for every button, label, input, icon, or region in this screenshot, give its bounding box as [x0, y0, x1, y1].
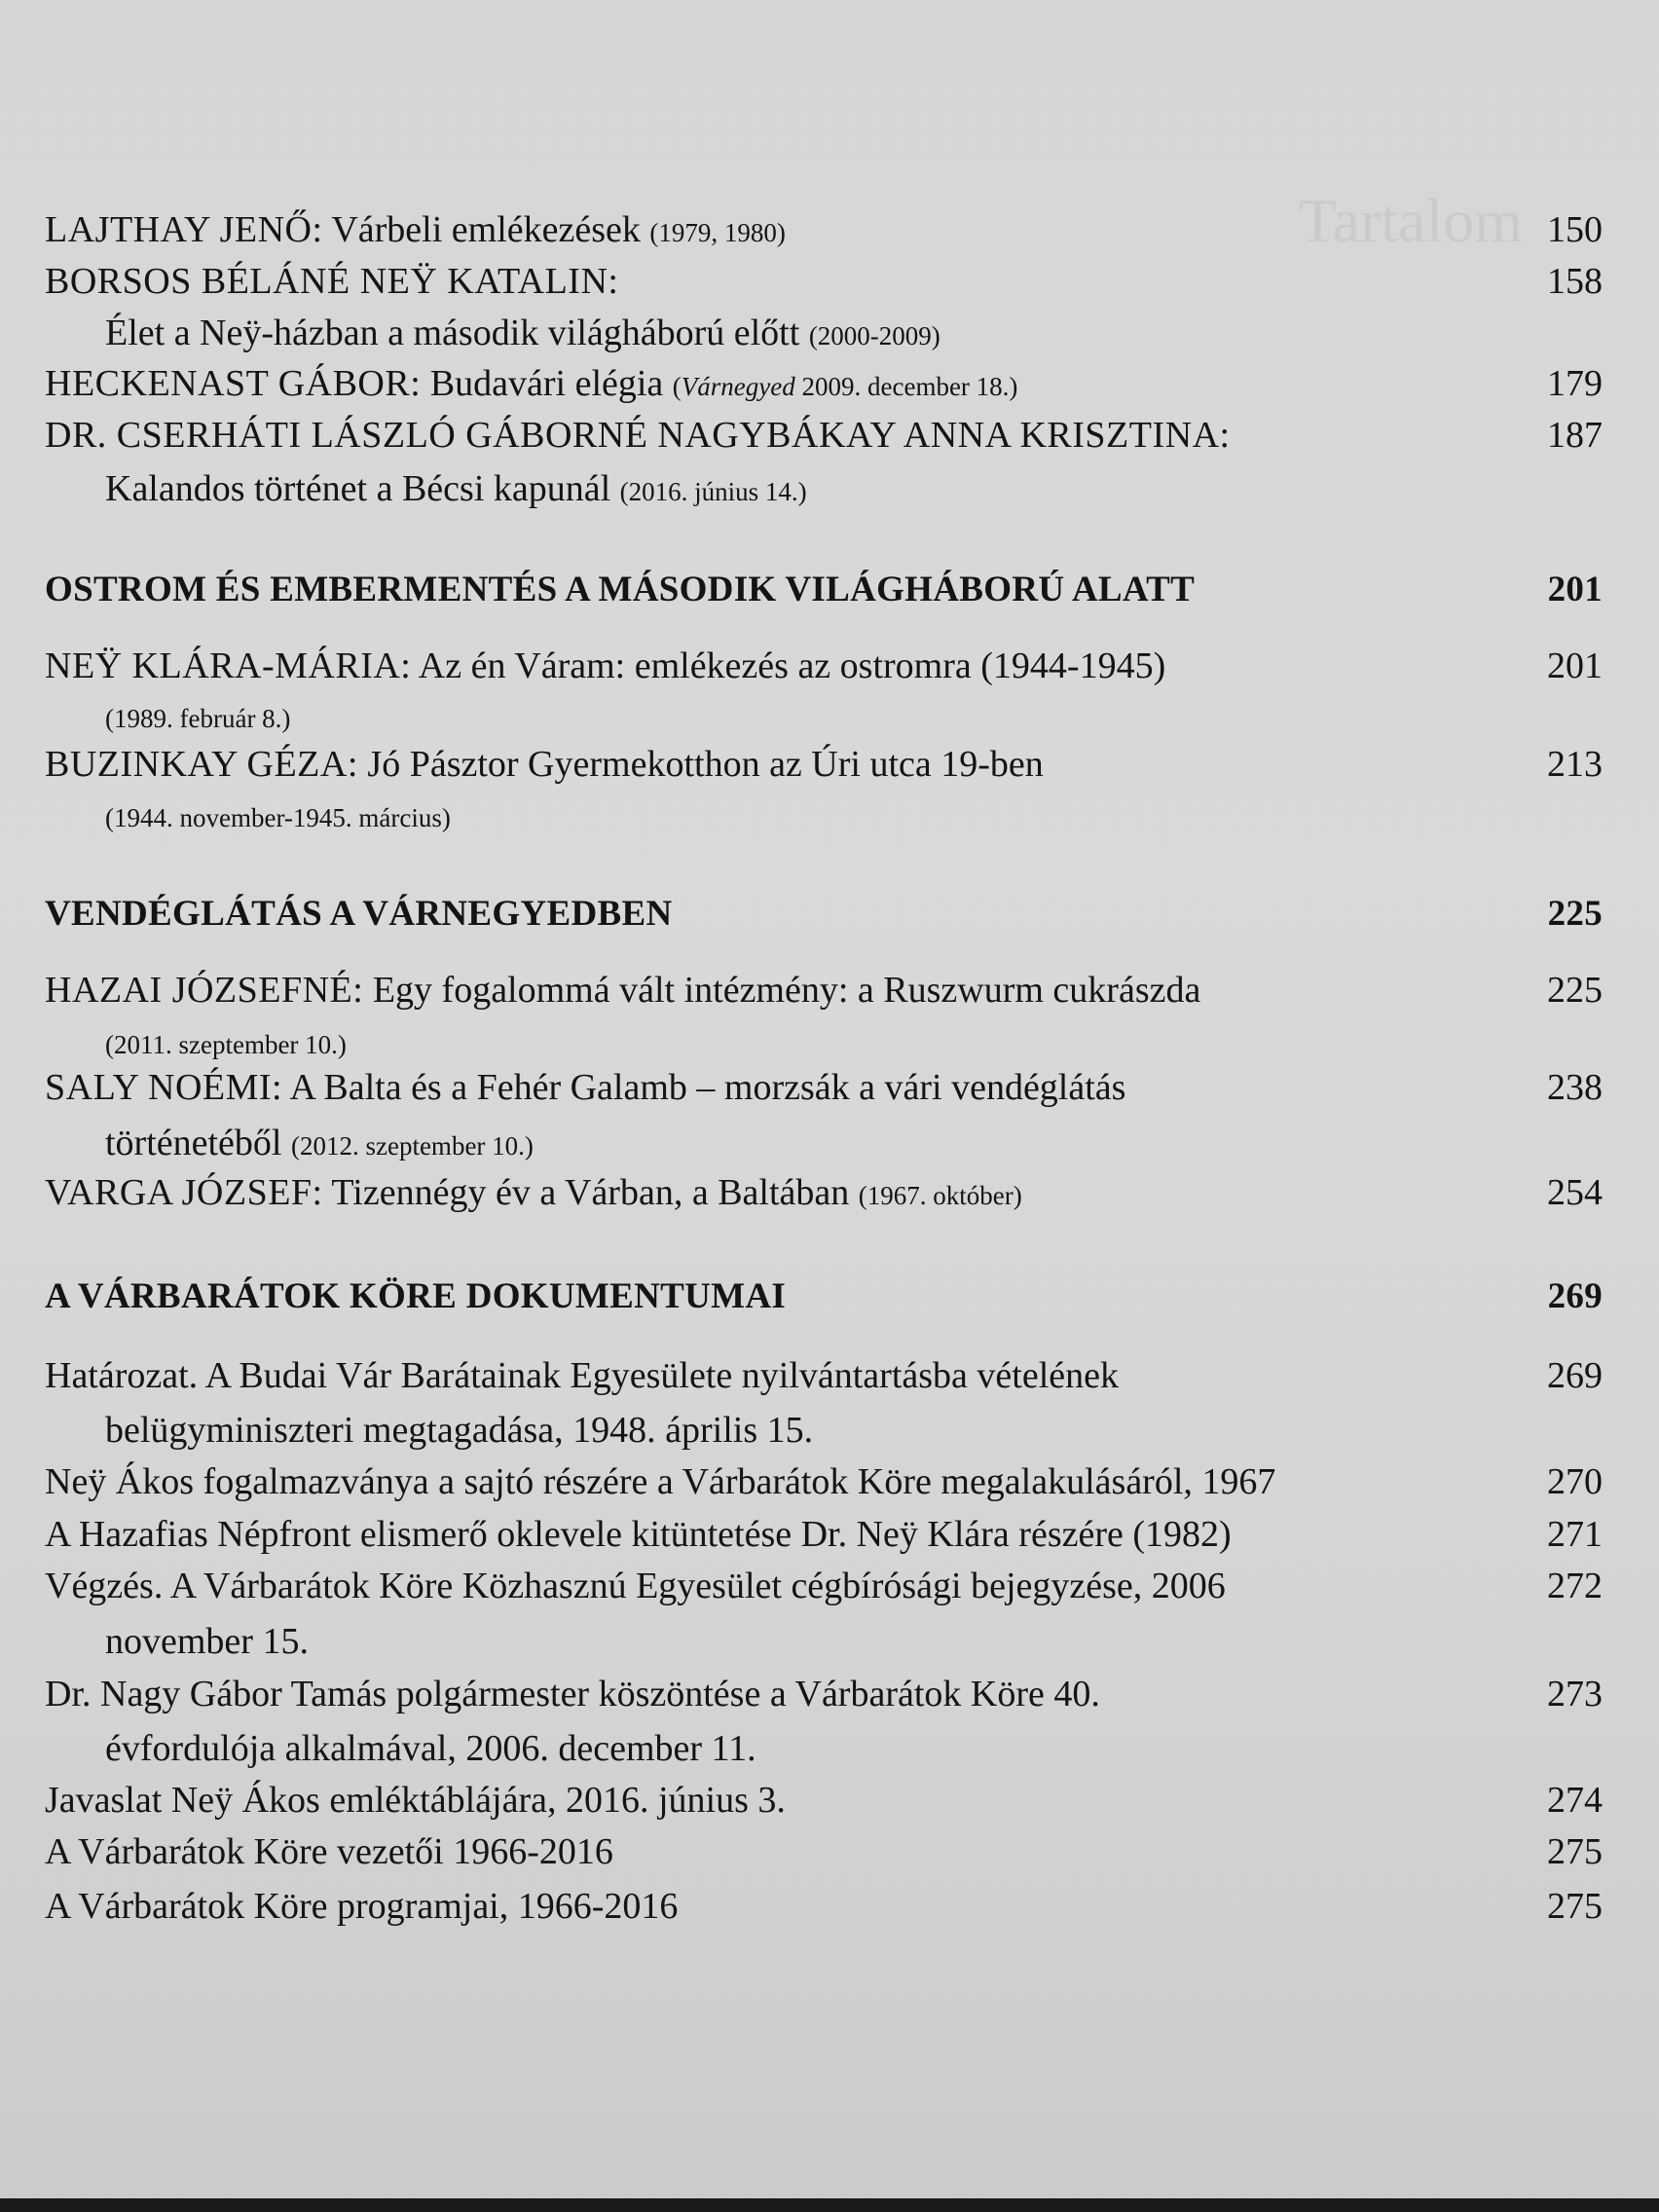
toc-entry — [105, 1020, 1659, 1066]
toc-entry — [105, 1620, 1659, 1663]
toc-entry — [45, 208, 1603, 254]
page-number: 274 — [1547, 1780, 1603, 1821]
entry-title: belügyminiszteri megtagadása, 1948. április 15. — [105, 1410, 814, 1451]
page-number: 158 — [1547, 261, 1603, 302]
section-heading — [45, 569, 1603, 611]
toc-entry — [105, 312, 1659, 357]
entry-author: HECKENAST GÁBOR: — [45, 363, 422, 404]
entry-title: Végzés. A Várbarátok Köre Közhasznú Egyesület cégbírósági bejegyzése, 2006 — [45, 1566, 1226, 1606]
page-number: 275 — [1547, 1886, 1603, 1927]
page-number: 269 — [1547, 1276, 1603, 1316]
entry-note-pre: ( — [672, 372, 682, 401]
entry-title: Tizennégy év a Várban, a Baltában — [322, 1172, 859, 1213]
toc-entry — [45, 1513, 1603, 1556]
entry-title: Dr. Nagy Gábor Tamás polgármester köszöntése a Várbarátok Köre 40. — [45, 1674, 1100, 1714]
entry-title: Javaslat Neÿ Ákos emléktáblájára, 2016. június 3. — [45, 1780, 786, 1821]
entry-title: Kalandos történet a Bécsi kapunál — [105, 468, 620, 509]
section-heading-title: VENDÉGLÁTÁS A VÁRNEGYEDBEN — [45, 894, 673, 934]
entry-title: A Várbarátok Köre programjai, 1966-2016 — [45, 1886, 679, 1927]
toc-entry — [45, 1066, 1603, 1109]
page-number: 270 — [1547, 1461, 1603, 1502]
toc-entry — [105, 1727, 1659, 1770]
toc-entry — [45, 1830, 1603, 1873]
entry-note-post: 2009. december 18.) — [794, 372, 1018, 401]
page-number: 225 — [1547, 970, 1603, 1011]
entry-author: HAZAI JÓZSEFNÉ: — [45, 970, 364, 1011]
page-number: 187 — [1547, 415, 1603, 456]
entry-author: LAJTHAY JENŐ: — [45, 209, 323, 250]
entry-title: Élet a Neÿ-házban a második világháború előtt — [105, 313, 809, 353]
toc-entry — [45, 1673, 1603, 1715]
page-number: 179 — [1547, 363, 1603, 404]
entry-note: (1979, 1980) — [649, 218, 786, 247]
entry-title: történetéből — [105, 1123, 291, 1163]
entry-note-italic: Várnegyed — [681, 372, 795, 401]
entry-note: (2011. szeptember 10.) — [105, 1030, 347, 1059]
toc-entry — [45, 1171, 1603, 1217]
page-number: 225 — [1547, 894, 1603, 934]
page-title-watermark: Tartalom — [1298, 186, 1523, 255]
toc-entry — [45, 414, 1603, 457]
entry-title: november 15. — [105, 1621, 309, 1662]
toc-entry — [45, 743, 1603, 786]
toc-entry — [45, 969, 1603, 1012]
page-number: 254 — [1547, 1172, 1603, 1213]
entry-author: SALY NOÉMI: — [45, 1067, 283, 1108]
toc-entry — [45, 1354, 1603, 1397]
section-heading — [45, 893, 1603, 936]
toc-entry — [105, 1409, 1659, 1452]
page-number: 269 — [1547, 1355, 1603, 1396]
entry-title: Az én Váram: emlékezés az ostromra (1944-1945) — [411, 645, 1166, 686]
entry-title: Várbeli emlékezések — [322, 209, 650, 250]
toc-entry — [45, 645, 1603, 687]
toc-entry — [105, 793, 1659, 839]
toc-entry — [105, 694, 1659, 740]
section-heading — [45, 1275, 1603, 1318]
entry-note: (1944. november-1945. március) — [105, 803, 451, 832]
page-number: 201 — [1547, 570, 1603, 609]
entry-title: Határozat. A Budai Vár Barátainak Egyesülete nyilvántartásba vételének — [45, 1355, 1119, 1396]
page-number: 272 — [1547, 1566, 1603, 1606]
entry-note: (1989. február 8.) — [105, 704, 291, 733]
page-number: 275 — [1547, 1831, 1603, 1872]
toc-entry — [45, 1885, 1603, 1928]
toc-entry — [45, 260, 1603, 303]
page-number: 271 — [1547, 1514, 1603, 1555]
entry-author: BUZINKAY GÉZA: — [45, 744, 358, 785]
toc-entry — [105, 1122, 1659, 1167]
entry-title: A Várbarátok Köre vezetői 1966-2016 — [45, 1831, 613, 1872]
entry-note: (1967. október) — [858, 1181, 1022, 1210]
entry-title: Neÿ Ákos fogalmazványa a sajtó részére a Várbarátok Köre megalakulásáról, 1967 — [45, 1461, 1276, 1502]
entry-note: (2016. június 14.) — [619, 477, 807, 506]
page-number: 201 — [1547, 645, 1603, 686]
entry-author: NEŸ KLÁRA-MÁRIA: — [45, 645, 412, 686]
page-number: 150 — [1547, 209, 1603, 250]
entry-author: DR. CSERHÁTI LÁSZLÓ GÁBORNÉ NAGYBÁKAY ANNA KRISZTINA: — [45, 415, 1231, 456]
entry-note: (2000-2009) — [808, 321, 940, 350]
toc-entry — [45, 1565, 1603, 1607]
toc-entry — [105, 467, 1659, 513]
entry-title: A Balta és a Fehér Galamb – morzsák a vári vendéglátás — [282, 1067, 1126, 1108]
page-number: 238 — [1547, 1067, 1603, 1108]
entry-title: évfordulója alkalmával, 2006. december 11. — [105, 1728, 756, 1769]
section-heading-title: A VÁRBARÁTOK KÖRE DOKUMENTUMAI — [45, 1276, 787, 1316]
page-edge-shadow — [0, 2198, 1659, 2212]
page-number: 273 — [1547, 1674, 1603, 1714]
entry-note — [673, 372, 1018, 401]
entry-title: Jó Pásztor Gyermekotthon az Úri utca 19-ben — [357, 744, 1044, 785]
toc-entry — [45, 1779, 1603, 1822]
entry-title: A Hazafias Népfront elismerő oklevele kitüntetése Dr. Neÿ Klára részére (1982) — [45, 1514, 1232, 1555]
entry-author: BORSOS BÉLÁNÉ NEŸ KATALIN: — [45, 261, 619, 302]
entry-note: (2012. szeptember 10.) — [290, 1131, 534, 1161]
section-heading-title: OSTROM ÉS EMBERMENTÉS A MÁSODIK VILÁGHÁBORÚ ALATT — [45, 570, 1196, 609]
toc-entry — [45, 362, 1603, 408]
toc-entry — [45, 1460, 1603, 1503]
entry-title: Budavári elégia — [421, 363, 673, 404]
entry-title: Egy fogalommá vált intézmény: a Ruszwurm cukrászda — [363, 970, 1201, 1011]
page-number: 213 — [1547, 744, 1603, 785]
entry-author: VARGA JÓZSEF: — [45, 1172, 323, 1213]
